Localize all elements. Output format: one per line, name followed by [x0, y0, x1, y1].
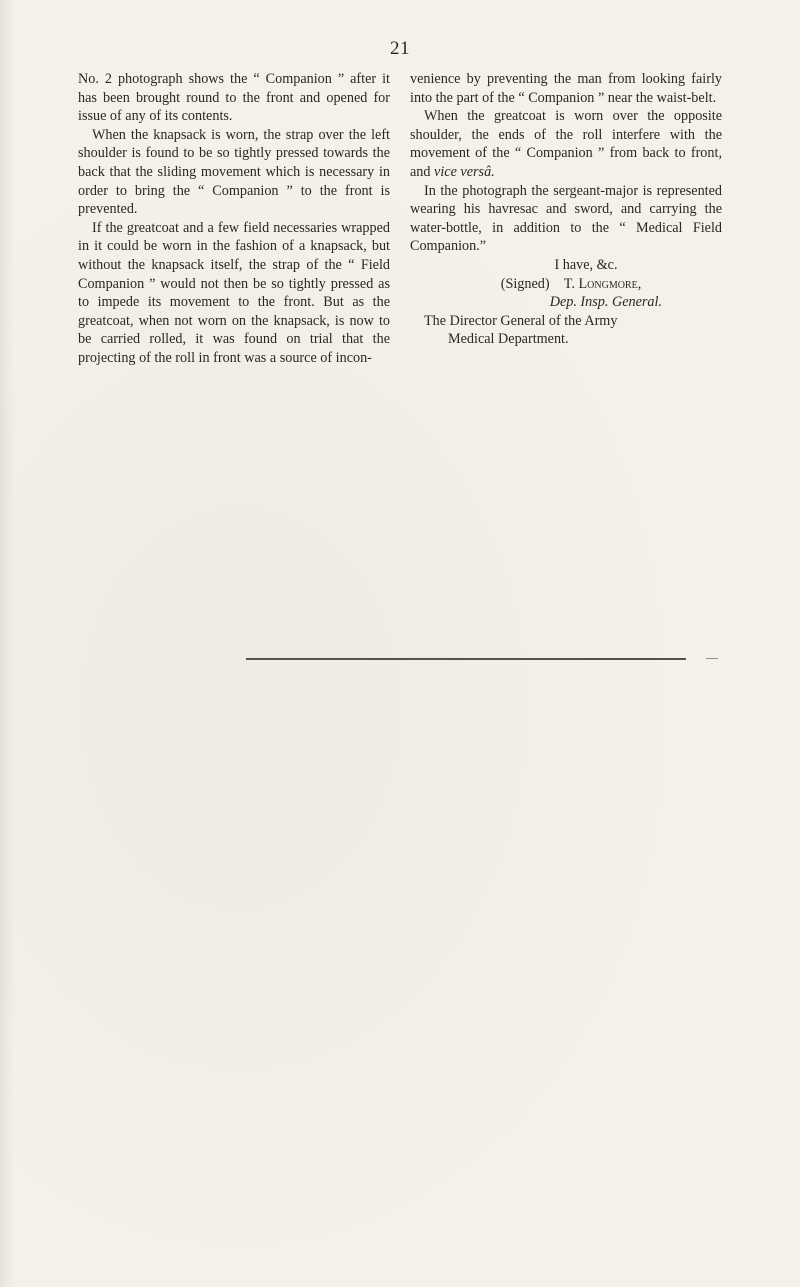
- salutation: I have, &c.: [554, 256, 618, 273]
- horizontal-rule: [246, 658, 686, 660]
- italic-phrase: vice versâ.: [434, 163, 495, 180]
- left-column: [78, 70, 390, 368]
- paragraph: If the greatcoat and a few field necessaries wrapped in it could be worn in the fashion of a knapsack, but without the knapsack itself, the strap of the “ Field Companion ” would not then be so tightly pressed as to impede its movement to the front. But as the greatcoat, when not worn on the knapsack, is now to be carried rolled, it was found on trial that the projecting of the roll in front was a source of incon-: [78, 219, 390, 366]
- right-column: [410, 70, 722, 349]
- paragraph: venience by preventing the man from looking fairly into the part of the “ Companion ” near the waist-belt.: [410, 71, 722, 106]
- addressee-line: The Director General of the Army: [424, 312, 618, 329]
- signature-line: [410, 275, 722, 294]
- rule-mark: [706, 658, 718, 659]
- signer-name: T. Longmore,: [563, 275, 642, 292]
- signed-label: (Signed): [500, 275, 550, 292]
- paragraph: No. 2 photograph shows the “ Companion ” after it has been brought round to the front and opened for issue of any of its contents.: [78, 71, 390, 125]
- paragraph: [410, 107, 722, 181]
- addressee-line: Medical Department.: [448, 331, 569, 348]
- signer-rank: Dep. Insp. General.: [549, 294, 662, 311]
- page-number: 21: [390, 38, 410, 59]
- letter-closing: [410, 256, 722, 349]
- paragraph: In the photograph the sergeant-major is represented wearing his havresac and sword, and carrying the water-bottle, in addition to the “ Medical Field Companion.”: [410, 182, 722, 255]
- paragraph-text: When the greatcoat is worn over the opposite shoulder, the ends of the roll interfere with the movement of the “ Companion ” from back to front, and: [410, 108, 722, 180]
- paragraph: When the knapsack is worn, the strap over the left shoulder is found to be so tightly pressed towards the back that the sliding movement which is necessary in order to bring the “ Companion ” to the front is prevented.: [78, 126, 390, 218]
